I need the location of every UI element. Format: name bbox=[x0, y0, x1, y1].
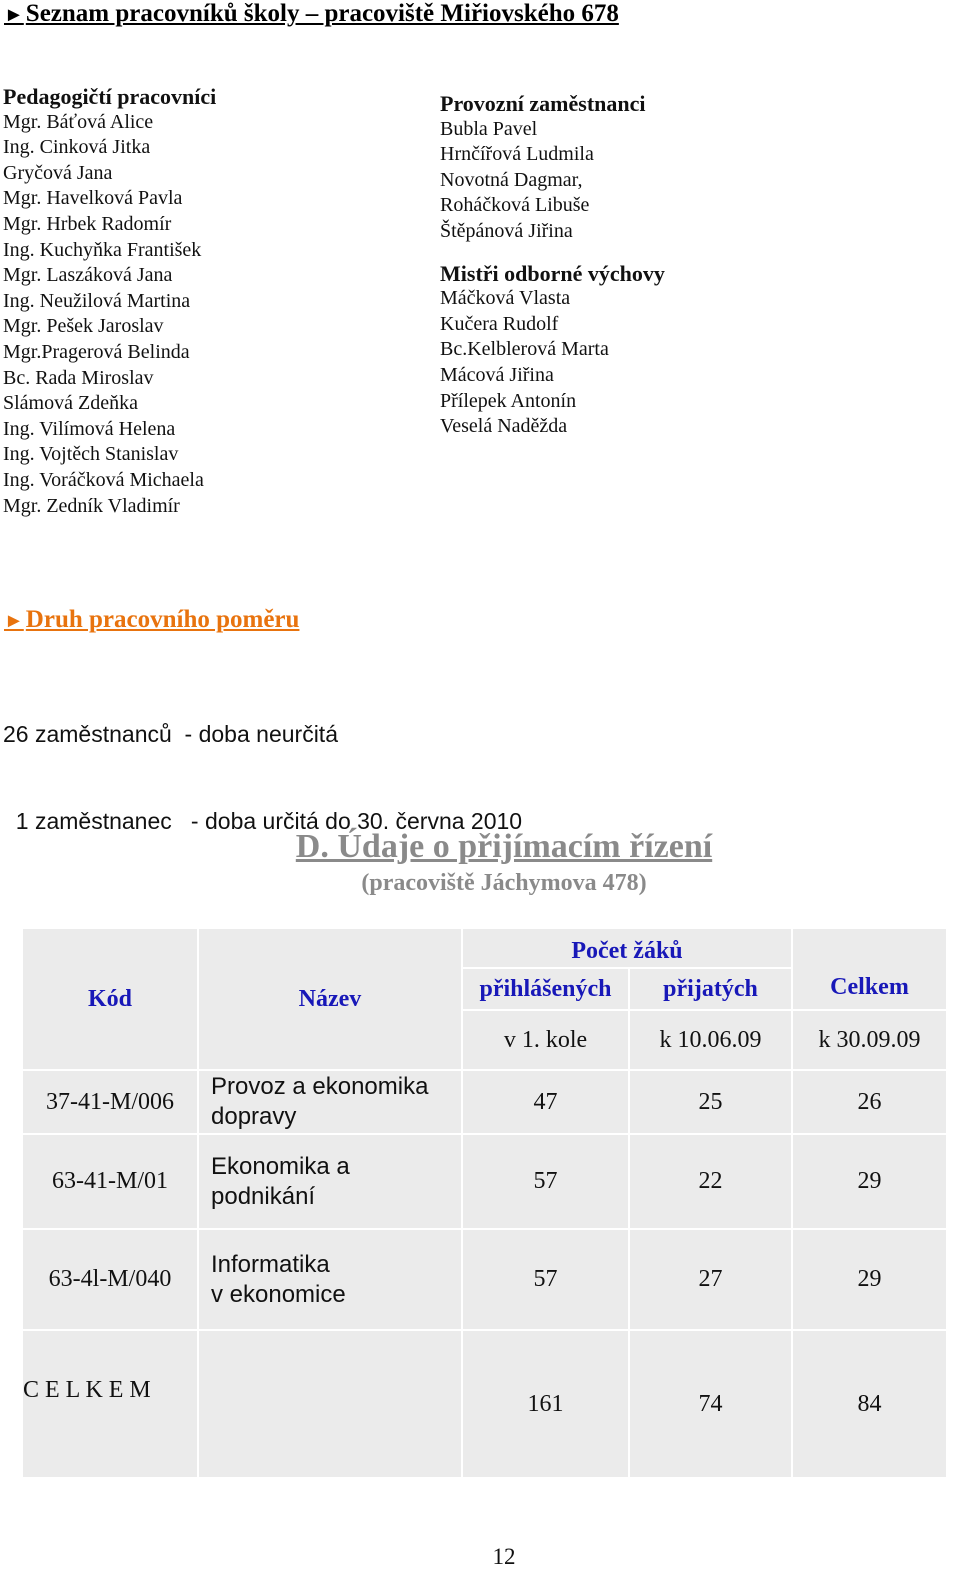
list-item: Mgr. Hrbek Radomír bbox=[3, 212, 172, 235]
list-item: Roháčková Libuše bbox=[440, 194, 590, 217]
row-prihlasenych: 57 bbox=[462, 1134, 629, 1229]
list-item: Mgr. Pešek Jaroslav bbox=[3, 315, 164, 338]
staff-heading-text: Seznam pracovníků školy – pracoviště Miřiovského 678 bbox=[25, 0, 619, 27]
arrow-icon: ► bbox=[4, 610, 24, 632]
list-item: Přílepek Antonín bbox=[440, 389, 577, 412]
row-prijatych: 22 bbox=[629, 1134, 792, 1229]
masters-title: Mistři odborné výchovy bbox=[440, 260, 665, 286]
row-prihlasenych: 57 bbox=[462, 1229, 629, 1330]
table-header-row bbox=[22, 928, 947, 968]
employment-line: 26 zaměstnanců - doba neurčitá bbox=[3, 721, 338, 747]
list-item: Mgr. Laszáková Jana bbox=[3, 264, 173, 287]
row-celkem: 26 bbox=[792, 1070, 947, 1134]
pedagogical-list bbox=[3, 110, 216, 520]
header-nazev: Název bbox=[198, 928, 462, 1070]
list-item: Mgr.Pragerová Belinda bbox=[3, 340, 190, 363]
list-item: Ing. Kuchyňka František bbox=[3, 238, 202, 261]
row-celkem: 29 bbox=[792, 1134, 947, 1229]
pedagogical-staff bbox=[3, 84, 216, 519]
list-item: Mgr. Havelková Pavla bbox=[3, 187, 183, 210]
list-item: Ing. Neužilová Martina bbox=[3, 289, 191, 312]
operational-list bbox=[440, 117, 665, 245]
list-item: Ing. Vilímová Helena bbox=[3, 417, 176, 440]
table-row bbox=[22, 1070, 947, 1134]
list-item: Hrnčířová Ludmila bbox=[440, 143, 594, 166]
section-d-subtitle: (pracoviště Jáchymova 478) bbox=[361, 870, 647, 896]
list-item: Veselá Naděžda bbox=[440, 415, 568, 438]
page-number: 12 bbox=[492, 1544, 516, 1569]
list-item: Bubla Pavel bbox=[440, 117, 538, 140]
row-kod: 63-4l-M/040 bbox=[22, 1229, 198, 1330]
employment-heading bbox=[4, 606, 299, 634]
list-item: Mgr. Zedník Vladimír bbox=[3, 494, 180, 517]
list-item: Ing. Cinková Jitka bbox=[3, 136, 151, 159]
header-pocet-zaku: Počet žáků bbox=[462, 928, 792, 968]
row-prijatych: 27 bbox=[629, 1229, 792, 1330]
table-total-row bbox=[22, 1330, 947, 1478]
total-label: C E L K E M bbox=[22, 1330, 198, 1478]
total-prihlasenych: 161 bbox=[462, 1330, 629, 1478]
row-kod: 63-41-M/01 bbox=[22, 1134, 198, 1229]
sub-celkem: k 30.09.09 bbox=[792, 1010, 947, 1070]
row-prijatych: 25 bbox=[629, 1070, 792, 1134]
other-staff bbox=[440, 91, 665, 440]
total-celkem: 84 bbox=[792, 1330, 947, 1478]
table-row bbox=[22, 1229, 947, 1330]
staff-heading bbox=[4, 0, 619, 28]
sub-prijatych: k 10.06.09 bbox=[629, 1010, 792, 1070]
section-d-title: D. Údaje o přijímacím řízení bbox=[295, 828, 713, 865]
list-item: Mácová Jiřina bbox=[440, 363, 554, 386]
header-kod: Kód bbox=[22, 928, 198, 1070]
operational-title: Provozní zaměstnanci bbox=[440, 91, 646, 116]
admissions-table bbox=[21, 927, 948, 1479]
masters-list bbox=[440, 286, 665, 440]
list-item: Gryčová Jana bbox=[3, 161, 113, 184]
pedagogical-title: Pedagogičtí pracovníci bbox=[3, 84, 217, 109]
sub-prihlasenych: v 1. kole bbox=[462, 1010, 629, 1070]
row-nazev: Ekonomika a podnikání bbox=[198, 1134, 462, 1229]
list-item: Máčková Vlasta bbox=[440, 287, 571, 310]
list-item: Kučera Rudolf bbox=[440, 312, 559, 335]
list-item: Slámová Zdeňka bbox=[3, 392, 138, 415]
row-nazev: Provoz a ekonomika dopravy bbox=[198, 1070, 462, 1134]
header-prihlasenych: přihlášených bbox=[462, 968, 629, 1010]
header-prijatych: přijatých bbox=[629, 968, 792, 1010]
employment-heading-text: Druh pracovního poměru bbox=[25, 606, 300, 633]
row-nazev: Informatika v ekonomice bbox=[198, 1229, 462, 1330]
row-celkem: 29 bbox=[792, 1229, 947, 1330]
employment-line: 1 zaměstnanec - doba určitá do 30. června 2010 bbox=[3, 808, 523, 834]
list-item: Ing. Voráčková Michaela bbox=[3, 468, 204, 491]
list-item: Bc. Rada Miroslav bbox=[3, 366, 154, 389]
row-prihlasenych: 47 bbox=[462, 1070, 629, 1134]
list-item: Ing. Vojtěch Stanislav bbox=[3, 443, 179, 466]
list-item: Mgr. Báťová Alice bbox=[3, 110, 154, 133]
header-celkem: Celkem bbox=[792, 928, 947, 1010]
total-empty bbox=[198, 1330, 462, 1478]
list-item: Štěpánová Jiřina bbox=[440, 219, 573, 242]
total-prijatych: 74 bbox=[629, 1330, 792, 1478]
row-kod: 37-41-M/006 bbox=[22, 1070, 198, 1134]
list-item: Bc.Kelblerová Marta bbox=[440, 338, 609, 361]
table-row bbox=[22, 1134, 947, 1229]
list-item: Novotná Dagmar, bbox=[440, 168, 583, 191]
arrow-icon: ► bbox=[4, 4, 24, 26]
